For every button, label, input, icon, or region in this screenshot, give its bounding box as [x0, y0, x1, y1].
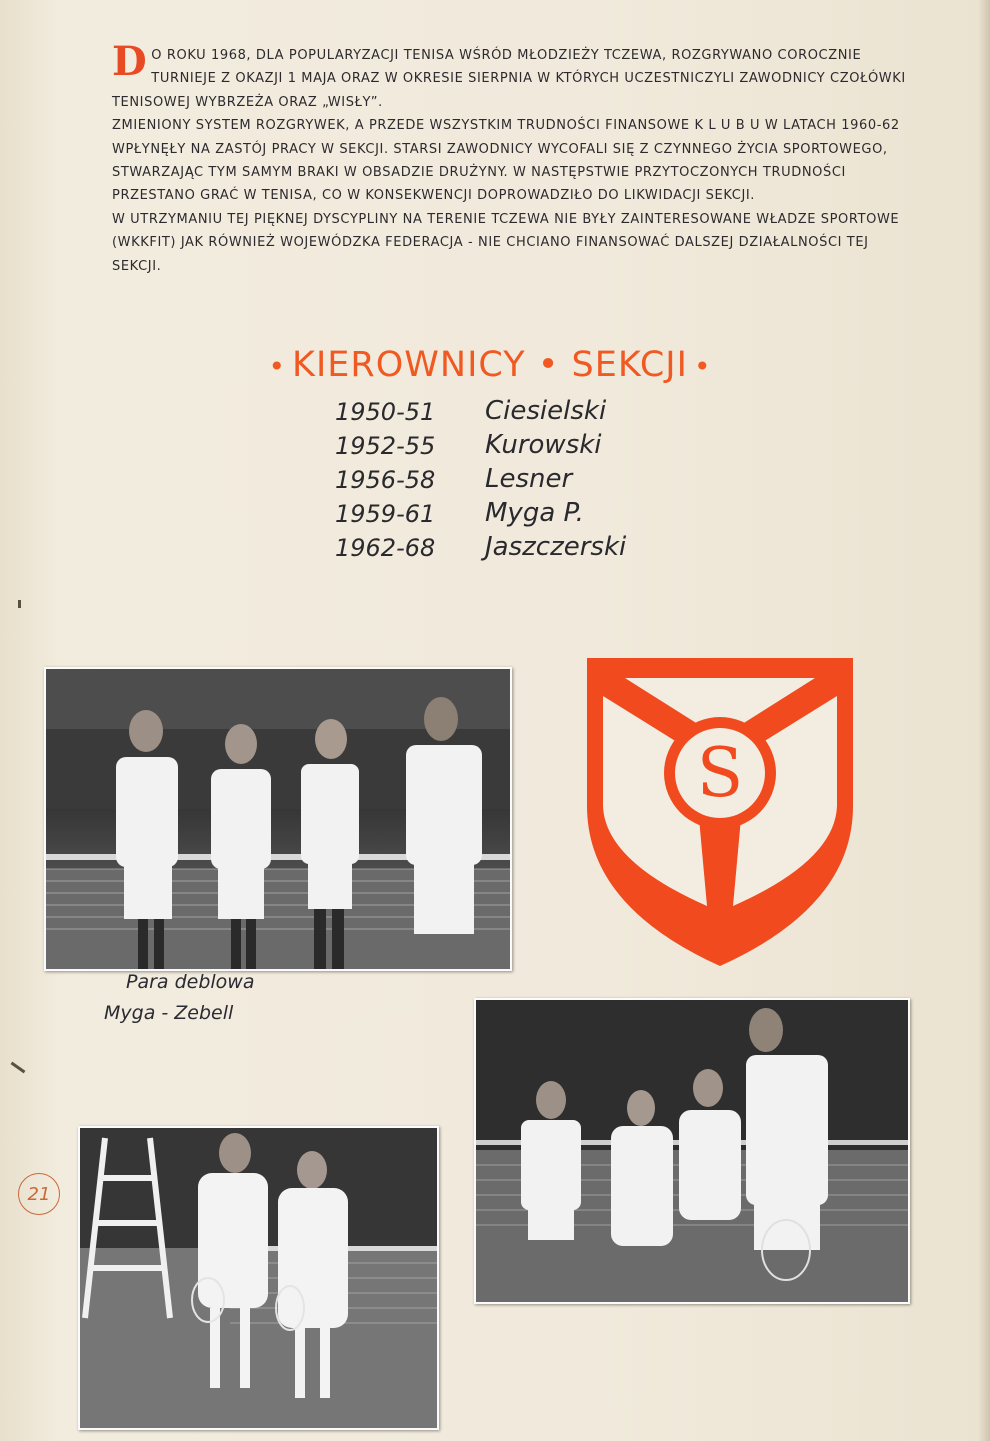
photo-women-players-image — [80, 1128, 437, 1428]
leader-row — [335, 396, 655, 430]
leader-name: Ciesielski — [485, 396, 607, 426]
leader-row — [335, 430, 655, 464]
drop-cap: D — [112, 38, 148, 85]
leader-name: Jaszczerski — [485, 532, 627, 562]
leader-years: 1959-61 — [335, 500, 436, 528]
intro-text — [112, 38, 912, 278]
leader-row — [335, 498, 655, 532]
club-logo-letter: S — [696, 734, 744, 813]
leader-row — [335, 532, 655, 566]
photo-doubles-team — [44, 667, 512, 971]
photo-caption-line-2: Myga - Zebell — [104, 1002, 234, 1024]
heading-dot-left: • — [268, 350, 287, 383]
photo-caption-line-1: Para deblowa — [126, 971, 255, 993]
photo-mixed-group-image — [476, 1000, 908, 1302]
section-heading — [210, 345, 770, 385]
photo-mixed-group — [474, 998, 910, 1304]
leader-years: 1952-55 — [335, 432, 436, 460]
photo-doubles-team-image — [46, 669, 510, 969]
leader-years: 1950-51 — [335, 398, 436, 426]
photo-women-players — [78, 1126, 439, 1430]
page-number: 21 — [18, 1173, 60, 1215]
paper-speck — [11, 1062, 26, 1074]
club-logo — [585, 656, 855, 968]
intro-paragraph-1: O ROKU 1968, DLA POPULARYZACJI TENISA WŚRÓD MŁODZIEŻY TCZEWA, ROZGRYWANO COROCZNIE TURNIEJE Z OKAZJI 1 MAJA ORAZ W OKRESIE SIERPNIA W KTÓRYCH UCZESTNICZYLI ZAWODNICY CZOŁÓWKI TENISOWEJ WYBRZEŻA ORAZ „WISŁY”. — [112, 48, 906, 110]
intro-paragraph-3: W UTRZYMANIU TEJ PIĘKNEJ DYSCYPLINY NA TERENIE TCZEWA NIE BYŁY ZAINTERESOWANE WŁADZE SPORTOWE (WKKFIT) JAK RÓWNIEŻ WOJEWÓDZKA FEDERACJA - NIE CHCIANO FINANSOWAĆ DALSZEJ DZIAŁALNOŚCI TEJ SEKCJI. — [112, 211, 900, 274]
leader-name: Lesner — [485, 464, 573, 494]
leaders-list — [335, 396, 655, 566]
intro-paragraph-2: ZMIENIONY SYSTEM ROZGRYWEK, A PRZEDE WSZYSTKIM TRUDNOŚCI FINANSOWE K L U B U W LATACH 1960-62 WPŁYNĘŁY NA ZASTÓJ PRACY W SEKCJI. STARSI ZAWODNICY WYCOFALI SIĘ Z CZYNNEGO ŻYCIA SPORTOWEGO, STWARZAJĄC TYM SAMYM BRAKI W OBSADZIE DRUŻYNY. W NASTĘPSTWIE PRZYTOCZONYCH TRUDNOŚCI PRZESTANO GRAĆ W TENISA, CO W KONSEKWENCJI DOPROWADZIŁO DO LIKWIDACJI SEKCJI. — [112, 118, 900, 204]
heading-dot-right: • — [693, 350, 712, 383]
leader-name: Myga P. — [485, 498, 584, 528]
leader-years: 1962-68 — [335, 534, 436, 562]
paper-speck — [18, 600, 21, 608]
heading-text: KIEROWNICY • SEKCJI — [292, 345, 688, 385]
leader-years: 1956-58 — [335, 466, 436, 494]
leader-row — [335, 464, 655, 498]
leader-name: Kurowski — [485, 430, 602, 460]
